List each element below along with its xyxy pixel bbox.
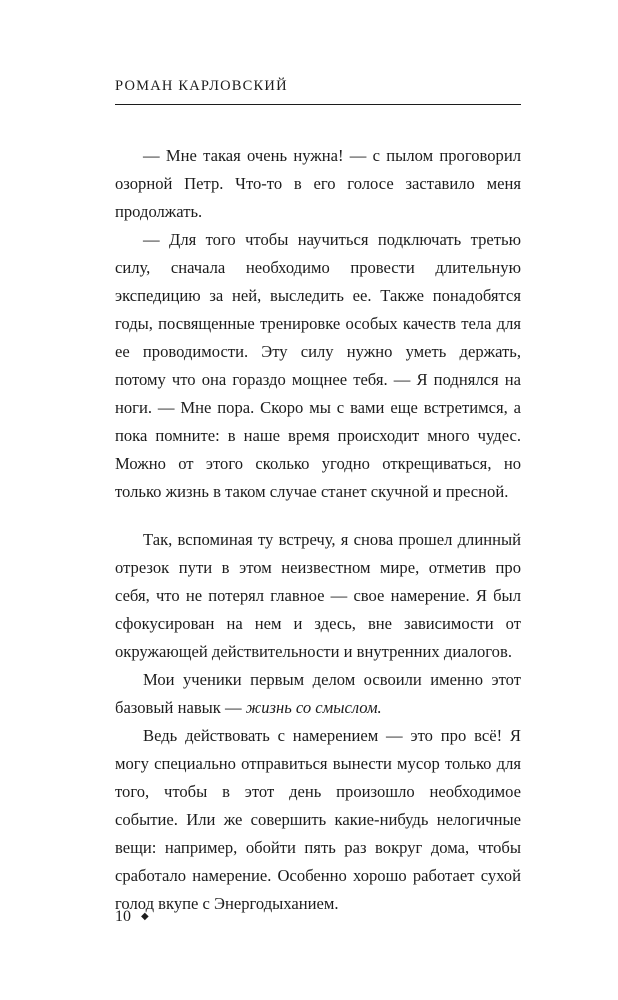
paragraph-4-emphasis: жизнь со смыслом. bbox=[245, 698, 382, 717]
paragraph-4 bbox=[115, 666, 521, 722]
running-head-author: РОМАН КАРЛОВСКИЙ bbox=[115, 78, 288, 94]
page-header bbox=[115, 78, 521, 105]
section-break bbox=[115, 506, 521, 526]
paragraph-2: — Для того чтобы научиться подключать третью силу, сначала необходимо провести длительную экспедицию за ней, выследить ее. Также понадобятся годы, посвященные тренировке особых качеств тела для ее проводимости. Эту силу нужно уметь держать, потому что она гораздо мощнее тебя. — Я поднялся на ноги. — Мне пора. Скоро мы с вами еще встретимся, а пока помните: в наше время происходит много чудес. Можно от этого сколько угодно открещиваться, но только жизнь в таком случае станет скучной и пресной. bbox=[115, 230, 521, 501]
page-footer bbox=[115, 908, 149, 926]
paragraph-1: — Мне такая очень нужна! — с пылом проговорил озорной Петр. Что-то в его голосе заставило меня продолжать. bbox=[115, 146, 521, 221]
header-rule bbox=[115, 104, 521, 105]
page-number: 10 bbox=[115, 908, 131, 925]
page-body bbox=[115, 142, 521, 918]
text-block bbox=[115, 78, 521, 918]
paragraph-3: Так, вспоминая ту встречу, я снова прошел длинный отрезок пути в этом неизвестном мире, отметив про себя, что не потерял главное — свое намерение. Я был сфокусирован на нем и здесь, вне зависимости от окружающей действительности и внутренних диалогов. bbox=[115, 530, 521, 661]
diamond-ornament-icon: ◆ bbox=[141, 911, 149, 922]
paragraph-5: Ведь действовать с намерением — это про всё! Я могу специально отправиться вынести мусор только для того, чтобы в этот день произошло необходимое событие. Или же совершить какие-нибудь нелогичные вещи: например, обойти пять раз вокруг дома, чтобы сработало намерение. Особенно хорошо работает сухой голод вкупе с Энергодыханием. bbox=[115, 726, 521, 913]
paragraph-4-text: Мои ученики первым делом освоили именно этот базовый навык — bbox=[115, 670, 521, 717]
